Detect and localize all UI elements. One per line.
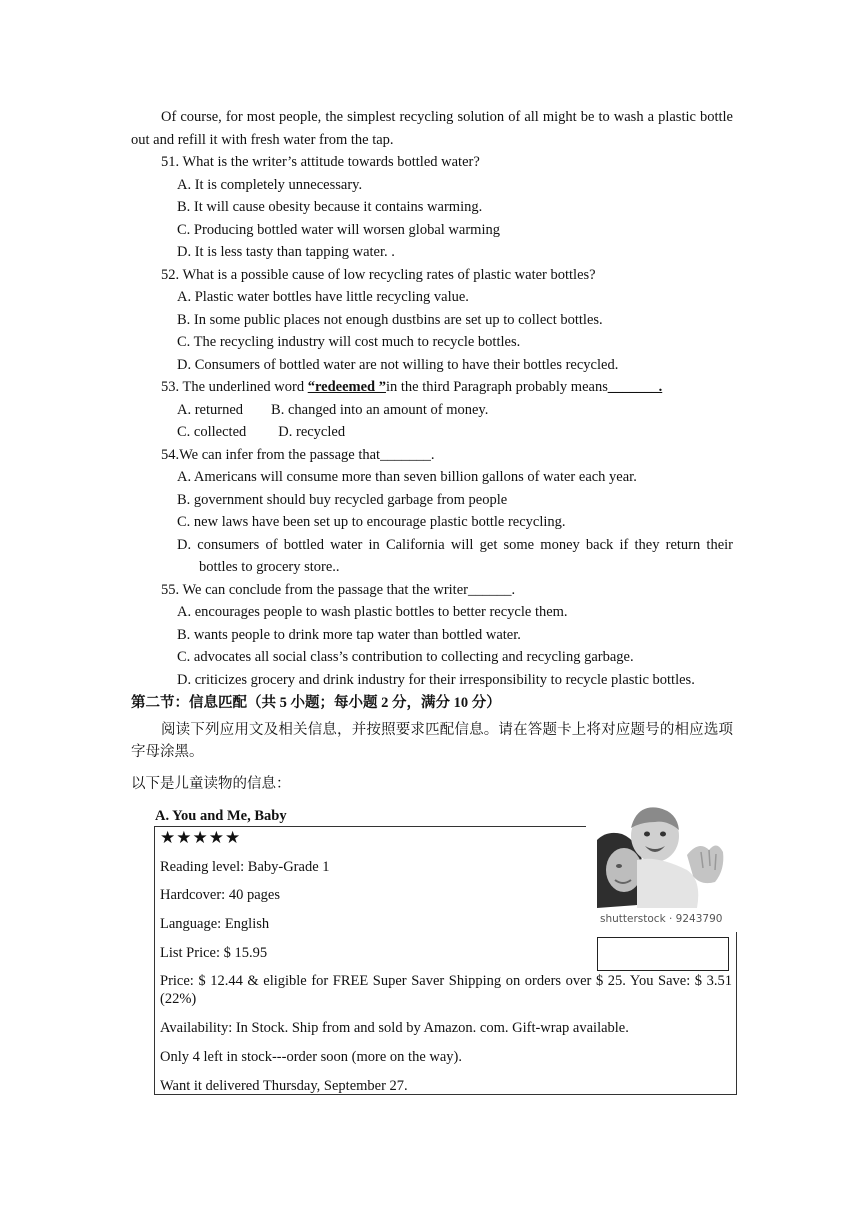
availability: Availability: In Stock. Ship from and sold by Amazon. com. Gift-wrap available. [160,1020,629,1037]
hardcover: Hardcover: 40 pages [160,887,280,904]
question-51-option-a: A. It is completely unnecessary. [177,176,363,193]
intro-paragraph: Of course, for most people, the simplest recycling solution of all might be to wash a plastic bottle out and refill it with fresh water from the tap. [131,109,733,148]
question-55-stem: 55. We can conclude from the passage that the writer______. [161,581,516,598]
question-53-stem-pre: 53. The underlined word [161,379,308,395]
question-53-option-b: B. changed into an amount of money. [271,401,489,418]
question-54-option-d-cont: bottles to grocery store.. [199,559,340,575]
question-53-options-row-2 [131,421,733,444]
question-51-option-d: D. It is less tasty than tapping water. . [177,244,395,260]
question-52-option-b: B. In some public places not enough dustbins are set up to collect bottles. [177,311,603,328]
list-price: List Price: $ 15.95 [160,944,268,961]
section-2-title: 第二节：信息匹配（共 5 小题；每小题 2 分，满分 10 分） [131,695,501,711]
section-2-instructions: 阅读下列应用文及相关信息，并按照要求匹配信息。请在答题卡上将对应题号的相应选项字母涂黑。 [131,722,733,760]
question-52-option-c: C. The recycling industry will cost much to recycle bottles. [177,334,521,350]
book-a-title: A. You and Me, Baby [155,808,287,824]
question-52-option-a: A. Plastic water bottles have little recycling value. [177,289,469,305]
box-top-border [154,826,586,827]
question-53-stem [131,376,733,399]
question-54-option-b: B. government should buy recycled garbage from people [177,491,508,508]
question-53-option-c: C. collected [177,424,247,440]
reading-level: Reading level: Baby-Grade 1 [160,858,330,875]
document-page [131,106,733,827]
question-53-option-d: D. recycled [278,424,346,440]
language: Language: English [160,916,270,933]
delivery-date: Want it delivered Thursday, September 27. [160,1077,408,1094]
section-2-lead: 以下是儿童读物的信息： [131,776,291,792]
box-right-border [736,932,737,1094]
question-55-option-a: A. encourages people to wash plastic bottles to better recycle them. [177,604,568,620]
question-51-option-b: B. It will cause obesity because it contains warming. [177,199,483,215]
question-53-option-a: A. returned [177,401,244,418]
stock-note: Only 4 left in stock---order soon (more on the way). [160,1048,463,1065]
photo-illustration [597,800,731,928]
question-55-option-c: C. advocates all social class’s contribution to collecting and recycling garbage. [177,649,634,665]
question-53-options-row-1 [131,399,733,422]
question-55-option-d: D. criticizes grocery and drink industry for their irresponsibility to recycle plastic bottles. [177,671,695,688]
underlined-word: “redeemed ” [307,379,386,395]
rating-stars: ★★★★★ [160,828,242,847]
question-53-stem-post: in the third Paragraph probably means [385,379,608,395]
question-55-option-b: B. wants people to drink more tap water than bottled water. [177,626,521,643]
question-54-option-c: C. new laws have been set up to encourage plastic bottle recycling. [177,514,566,530]
question-51-option-c: C. Producing bottled water will worsen global warming [177,221,500,238]
photo-caption: shutterstock · 9243790 [600,913,723,925]
question-54-option-d: D. consumers of bottled water in California will get some money back if they return their [177,536,733,553]
question-54-stem: 54.We can infer from the passage that_______. [161,446,435,463]
question-54-option-a: A. Americans will consume more than seven billion gallons of water each year. [177,469,637,485]
question-52-option-d: D. Consumers of bottled water are not willing to have their bottles recycled. [177,356,619,373]
question-51-stem: 51. What is the writer’s attitude towards bottled water? [161,154,480,170]
mother-baby-photo [597,800,731,928]
question-52-stem: 52. What is a possible cause of low recycling rates of plastic water bottles? [161,266,596,283]
answer-box [597,937,729,971]
price: Price: $ 12.44 & eligible for FREE Super Saver Shipping on orders over $ 25. You Save: $ 3.51 (22%) [160,973,732,1008]
answer-blank: _______. [607,379,663,395]
